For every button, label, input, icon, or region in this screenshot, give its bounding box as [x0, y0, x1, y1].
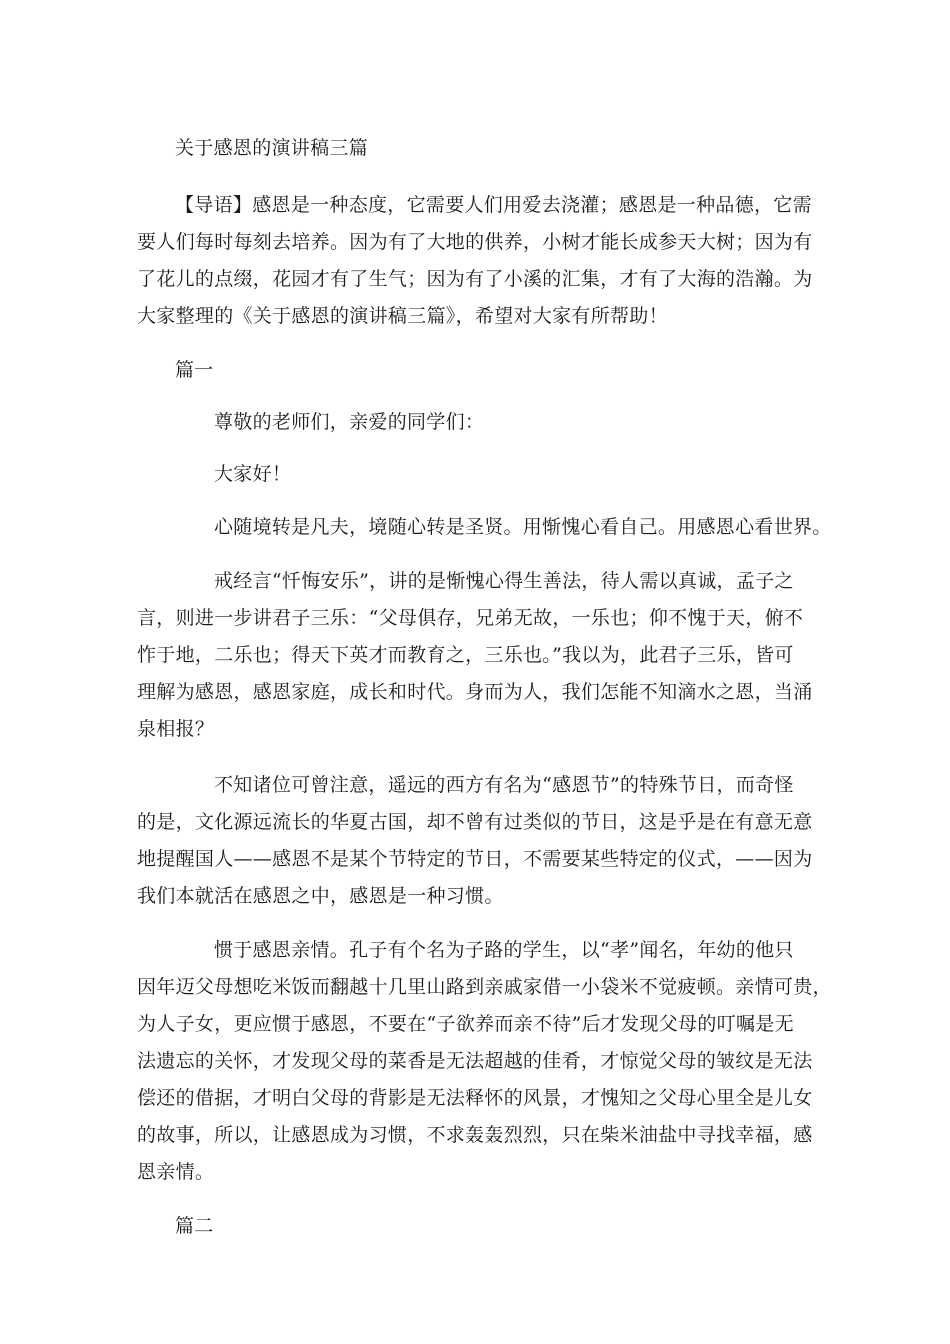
- paragraph-4-line: 为人子女，更应惯于感恩，不要在“子欲养而亲不待”后才发现父母的叮嘱是无: [137, 1013, 794, 1035]
- document-title: 关于感恩的演讲稿三篇: [175, 137, 369, 159]
- greeting: 尊敬的老师们，亲爱的同学们：: [214, 411, 485, 433]
- intro-line: 大家整理的《关于感恩的演讲稿三篇》，希望对大家有所帮助！: [137, 305, 668, 327]
- paragraph-2-line: 泉相报？: [137, 718, 215, 740]
- paragraph-3-line: 我们本就活在感恩之中，感恩是一种习惯。: [137, 885, 504, 907]
- intro-line: 【导语】感恩是一种态度，它需要人们用爱去浇灌；感恩是一种品德，它需: [175, 194, 812, 216]
- intro-line: 要人们每时每刻去培养。因为有了大地的供养，小树才能长成参天大树；因为有: [137, 231, 813, 253]
- paragraph-4-line: 法遗忘的关怀，才发现父母的菜香是无法超越的佳肴，才惊觉父母的皱纹是无法: [137, 1050, 813, 1072]
- paragraph-3-line: 地提醒国人——感恩不是某个节特定的节日，不需要某些特定的仪式，——因为: [137, 848, 813, 870]
- paragraph-2-line: 理解为感恩，感恩家庭，成长和时代。身而为人，我们怎能不知滴水之恩，当涌: [137, 681, 813, 703]
- hello: 大家好！: [214, 463, 292, 485]
- paragraph-3-line: 不知诸位可曾注意，遥远的西方有名为“感恩节”的特殊节日，而奇怪: [214, 774, 794, 796]
- paragraph-2-line: 言，则进一步讲君子三乐：“父母俱存，兄弟无故，一乐也；仰不愧于天，俯不: [137, 607, 804, 629]
- paragraph-4-line: 偿还的借据，才明白父母的背影是无法释怀的风景，才愧知之父母心里全是儿女: [137, 1087, 813, 1109]
- section-heading-2: 篇二: [175, 1215, 214, 1237]
- paragraph-1: 心随境转是凡夫，境随心转是圣贤。用惭愧心看自己。用感恩心看世界。: [214, 516, 832, 538]
- paragraph-4-line: 的故事，所以，让感恩成为习惯，不求轰轰烈烈，只在柴米油盐中寻找幸福，感: [137, 1124, 813, 1146]
- paragraph-4-line: 惯于感恩亲情。孔子有个名为子路的学生，以“孝”闻名，年幼的他只: [214, 939, 794, 961]
- paragraph-4-line: 恩亲情。: [137, 1161, 215, 1183]
- section-heading-1: 篇一: [175, 359, 214, 381]
- paragraph-2-line: 戒经言“忏悔安乐”，讲的是惭愧心得生善法，待人需以真诚，孟子之: [214, 570, 794, 592]
- paragraph-3-line: 的是，文化源远流长的华夏古国，却不曾有过类似的节日，这是乎是在有意无意: [137, 811, 813, 833]
- paragraph-4-line: 因年迈父母想吃米饭而翻越十几里山路到亲戚家借一小袋米不觉疲顿。亲情可贵，: [137, 976, 832, 998]
- paragraph-2-line: 怍于地，二乐也；得天下英才而教育之，三乐也。”我以为，此君子三乐，皆可: [137, 644, 794, 666]
- intro-line: 了花儿的点缀，花园才有了生气；因为有了小溪的汇集，才有了大海的浩瀚。为: [137, 268, 813, 290]
